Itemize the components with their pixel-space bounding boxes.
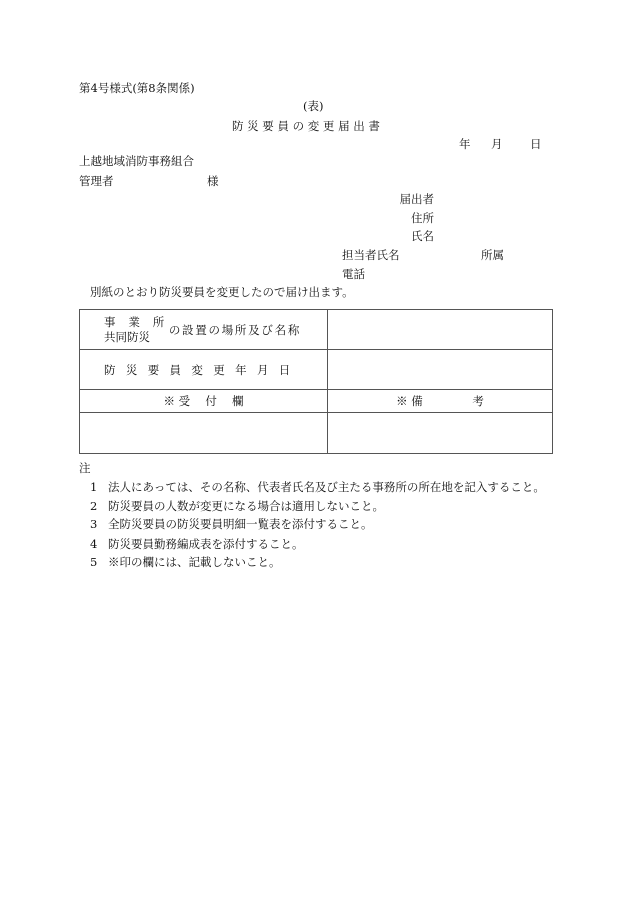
note-text: 防災要員勤務編成表を添付すること。 (108, 537, 304, 551)
reception-header: ※ 受 付 欄 (163, 394, 244, 408)
location-input-cell[interactable] (328, 310, 553, 350)
reception-cell (80, 413, 328, 454)
joint-disaster-label: 共同防災 (104, 329, 150, 344)
note-number: 5 (90, 555, 98, 569)
addressee-honorific: 様 (207, 174, 219, 188)
note-text: 全防災要員の防災要員明細一覧表を添付すること。 (108, 517, 373, 531)
note-text: ※印の欄には、記載しないこと。 (108, 555, 281, 569)
statement: 別紙のとおり防災要員を変更したので届け出ます。 (90, 285, 354, 299)
department: 所属 (481, 248, 504, 262)
location-label-cell (80, 310, 328, 350)
location-suffix: の設置の場所及び名称 (168, 322, 302, 337)
remarks-cell (328, 413, 553, 454)
change-date-label: 防災要員変更年月日 (104, 362, 301, 377)
form-number: 第4号様式(第8条関係) (79, 81, 195, 95)
page-title: 防 災 要 員 の 変 更 届 出 書 (232, 119, 380, 133)
contact-name: 担当者氏名 (342, 248, 400, 262)
addressee-org: 上越地域消防事務組合 (79, 154, 194, 168)
addressee-title: 管理者 (79, 174, 114, 188)
note-number: 3 (90, 517, 98, 531)
phone: 電話 (342, 267, 365, 281)
date-month: 月 (491, 137, 503, 151)
remarks-header: ※ 備 考 (396, 394, 484, 408)
applicant-label: 届出者 (399, 192, 434, 206)
note-text: 防災要員の人数が変更になる場合は適用しないこと。 (108, 499, 384, 513)
note-number: 4 (90, 537, 98, 551)
change-date-input-cell[interactable] (328, 350, 553, 390)
applicant-address: 住所 (411, 211, 434, 225)
date-day: 日 (530, 137, 542, 151)
note-text: 法人にあっては、その名称、代表者氏名及び主たる事務所の所在地を記入すること。 (108, 480, 545, 494)
notes-heading: 注 (79, 461, 91, 475)
form-table (79, 309, 553, 454)
note-number: 1 (90, 480, 98, 494)
office-label: 事 業 所 (104, 314, 169, 329)
side-label: (表) (303, 99, 324, 113)
applicant-name: 氏名 (411, 229, 434, 243)
date-year: 年 (459, 137, 471, 151)
note-number: 2 (90, 499, 98, 513)
